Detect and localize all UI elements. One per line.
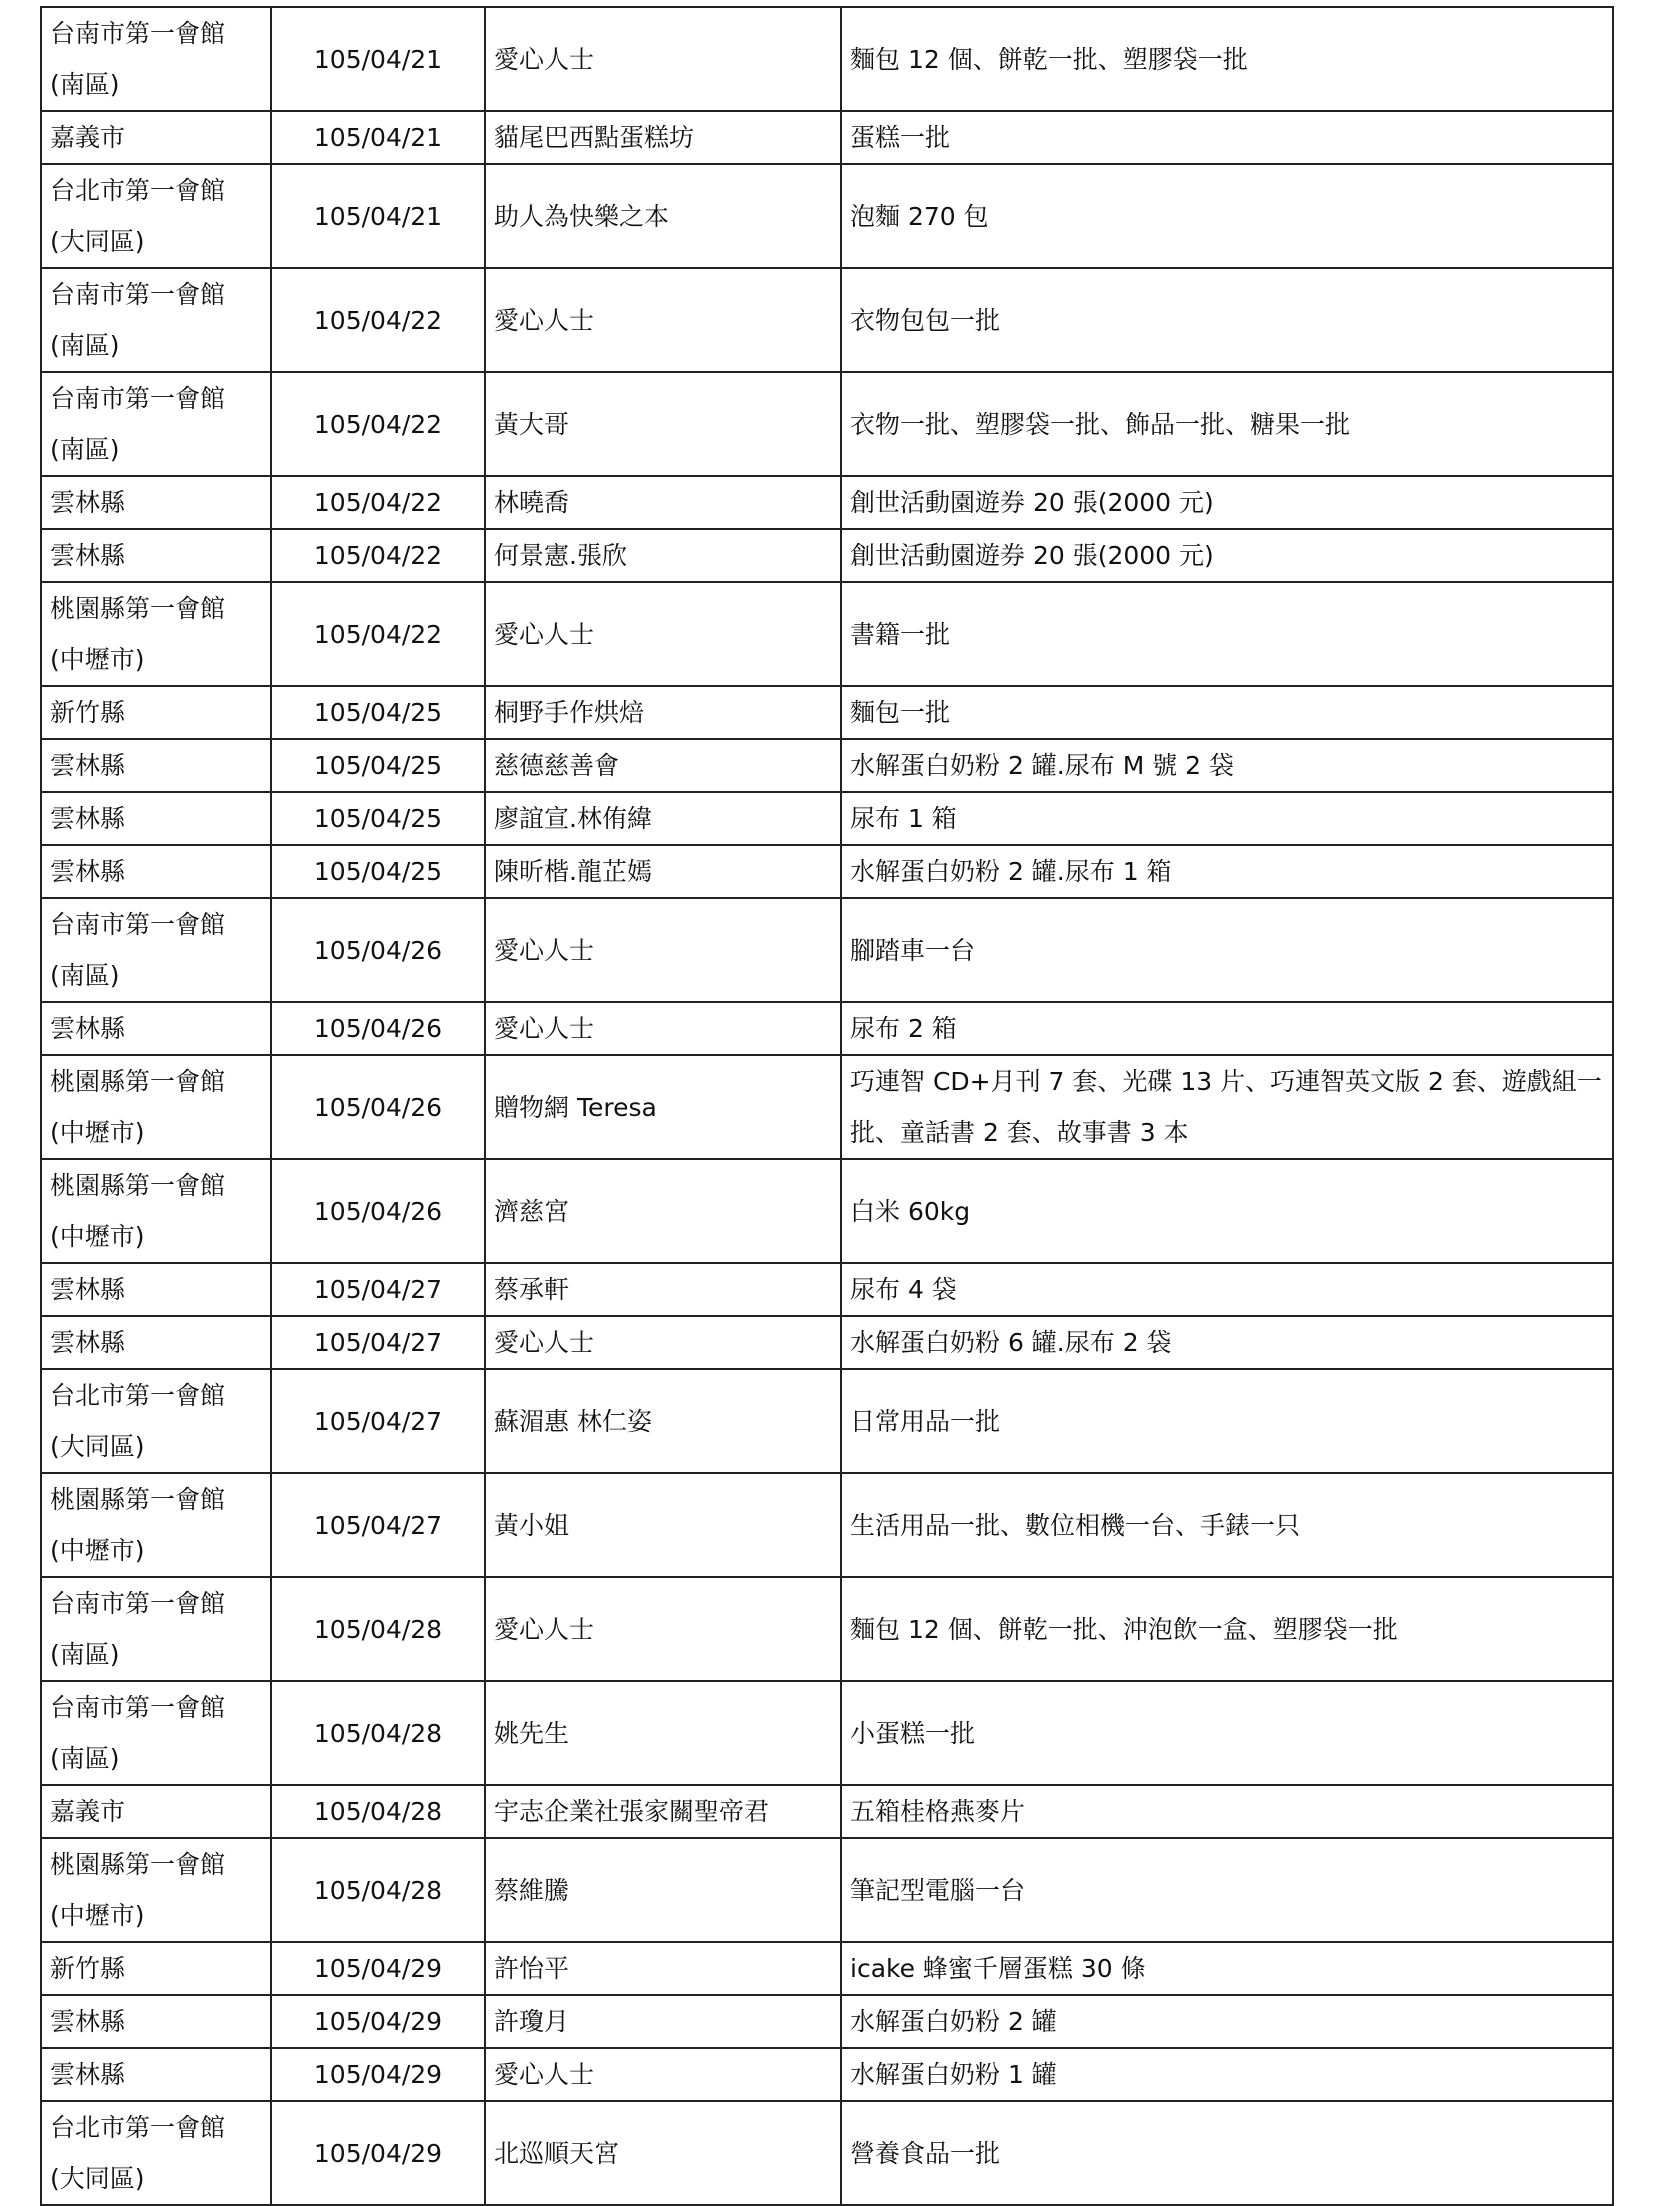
table-row <box>41 1002 1613 1055</box>
donor-cell: 慈德慈善會 <box>485 739 841 792</box>
branch-cell: 嘉義市 <box>41 111 271 164</box>
items-cell: 水解蛋白奶粉 2 罐.尿布 1 箱 <box>841 845 1613 898</box>
branch-cell: 台北市第一會館 (大同區) <box>41 1369 271 1473</box>
donor-cell: 蔡承軒 <box>485 1263 841 1316</box>
branch-cell: 台北市第一會館 (大同區) <box>41 2101 271 2205</box>
table-row <box>41 1473 1613 1577</box>
items-cell: 麵包一批 <box>841 686 1613 739</box>
date-cell: 105/04/28 <box>271 1785 485 1838</box>
table-row <box>41 7 1613 111</box>
items-cell: 水解蛋白奶粉 2 罐 <box>841 1995 1613 2048</box>
donor-cell: 助人為快樂之本 <box>485 164 841 268</box>
table-row <box>41 582 1613 686</box>
date-cell: 105/04/28 <box>271 1577 485 1681</box>
date-cell: 105/04/25 <box>271 792 485 845</box>
donor-cell: 貓尾巴西點蛋糕坊 <box>485 111 841 164</box>
branch-cell: 嘉義市 <box>41 1785 271 1838</box>
date-cell: 105/04/26 <box>271 1159 485 1263</box>
date-cell: 105/04/22 <box>271 372 485 476</box>
date-cell: 105/04/27 <box>271 1369 485 1473</box>
donor-cell: 蔡維騰 <box>485 1838 841 1942</box>
table-row <box>41 1838 1613 1942</box>
date-cell: 105/04/27 <box>271 1263 485 1316</box>
date-cell: 105/04/26 <box>271 898 485 1002</box>
donor-cell: 北巡順天宮 <box>485 2101 841 2205</box>
donor-cell: 黃大哥 <box>485 372 841 476</box>
branch-cell: 桃園縣第一會館 (中壢市) <box>41 582 271 686</box>
donor-cell: 姚先生 <box>485 1681 841 1785</box>
table-row <box>41 792 1613 845</box>
items-cell: 蛋糕一批 <box>841 111 1613 164</box>
donor-cell: 愛心人士 <box>485 7 841 111</box>
donor-cell: 林曉喬 <box>485 476 841 529</box>
branch-cell: 雲林縣 <box>41 1002 271 1055</box>
branch-cell: 桃園縣第一會館 (中壢市) <box>41 1473 271 1577</box>
donor-cell: 許瓊月 <box>485 1995 841 2048</box>
date-cell: 105/04/22 <box>271 268 485 372</box>
donor-cell: 陳昕楷.龍芷嫣 <box>485 845 841 898</box>
donor-cell: 贈物網 Teresa <box>485 1055 841 1159</box>
branch-cell: 雲林縣 <box>41 476 271 529</box>
donor-cell: 愛心人士 <box>485 268 841 372</box>
branch-cell: 台南市第一會館 (南區) <box>41 268 271 372</box>
items-cell: 創世活動園遊券 20 張(2000 元) <box>841 476 1613 529</box>
date-cell: 105/04/22 <box>271 582 485 686</box>
table-row <box>41 845 1613 898</box>
date-cell: 105/04/25 <box>271 845 485 898</box>
table-row <box>41 1785 1613 1838</box>
items-cell: 尿布 1 箱 <box>841 792 1613 845</box>
donor-cell: 愛心人士 <box>485 2048 841 2101</box>
date-cell: 105/04/22 <box>271 529 485 582</box>
table-row <box>41 1055 1613 1159</box>
items-cell: 泡麵 270 包 <box>841 164 1613 268</box>
table-row <box>41 1995 1613 2048</box>
table-row <box>41 529 1613 582</box>
table-row <box>41 476 1613 529</box>
date-cell: 105/04/27 <box>271 1316 485 1369</box>
branch-cell: 雲林縣 <box>41 2048 271 2101</box>
table-row <box>41 739 1613 792</box>
date-cell: 105/04/29 <box>271 2101 485 2205</box>
donor-cell: 愛心人士 <box>485 1577 841 1681</box>
branch-cell: 台南市第一會館 (南區) <box>41 898 271 1002</box>
branch-cell: 台南市第一會館 (南區) <box>41 372 271 476</box>
donor-cell: 廖誼宣.林侑緯 <box>485 792 841 845</box>
donor-cell: 愛心人士 <box>485 898 841 1002</box>
branch-cell: 雲林縣 <box>41 1263 271 1316</box>
date-cell: 105/04/21 <box>271 111 485 164</box>
table-row <box>41 372 1613 476</box>
items-cell: 麵包 12 個、餅乾一批、塑膠袋一批 <box>841 7 1613 111</box>
branch-cell: 雲林縣 <box>41 845 271 898</box>
donor-cell: 愛心人士 <box>485 582 841 686</box>
items-cell: 營養食品一批 <box>841 2101 1613 2205</box>
items-cell: 五箱桂格燕麥片 <box>841 1785 1613 1838</box>
branch-cell: 台南市第一會館 (南區) <box>41 7 271 111</box>
date-cell: 105/04/27 <box>271 1473 485 1577</box>
items-cell: 筆記型電腦一台 <box>841 1838 1613 1942</box>
table-row <box>41 686 1613 739</box>
table-row <box>41 1577 1613 1681</box>
branch-cell: 雲林縣 <box>41 739 271 792</box>
table-row <box>41 164 1613 268</box>
date-cell: 105/04/28 <box>271 1838 485 1942</box>
date-cell: 105/04/21 <box>271 7 485 111</box>
table-row <box>41 1263 1613 1316</box>
date-cell: 105/04/26 <box>271 1055 485 1159</box>
date-cell: 105/04/25 <box>271 739 485 792</box>
donor-cell: 黃小姐 <box>485 1473 841 1577</box>
date-cell: 105/04/29 <box>271 1942 485 1995</box>
items-cell: 麵包 12 個、餅乾一批、沖泡飲一盒、塑膠袋一批 <box>841 1577 1613 1681</box>
items-cell: 水解蛋白奶粉 6 罐.尿布 2 袋 <box>841 1316 1613 1369</box>
items-cell: 小蛋糕一批 <box>841 1681 1613 1785</box>
table-row <box>41 2048 1613 2101</box>
donation-table <box>40 6 1614 2206</box>
donor-cell: 愛心人士 <box>485 1316 841 1369</box>
date-cell: 105/04/22 <box>271 476 485 529</box>
date-cell: 105/04/29 <box>271 2048 485 2101</box>
items-cell: 尿布 4 袋 <box>841 1263 1613 1316</box>
donor-cell: 宇志企業社張家關聖帝君 <box>485 1785 841 1838</box>
branch-cell: 新竹縣 <box>41 1942 271 1995</box>
donor-cell: 何景憲.張欣 <box>485 529 841 582</box>
items-cell: 腳踏車一台 <box>841 898 1613 1002</box>
table-row <box>41 2101 1613 2205</box>
branch-cell: 桃園縣第一會館 (中壢市) <box>41 1055 271 1159</box>
table-row <box>41 111 1613 164</box>
table-row <box>41 1942 1613 1995</box>
table-row <box>41 268 1613 372</box>
items-cell: 日常用品一批 <box>841 1369 1613 1473</box>
branch-cell: 雲林縣 <box>41 529 271 582</box>
items-cell: 生活用品一批、數位相機一台、手錶一只 <box>841 1473 1613 1577</box>
branch-cell: 雲林縣 <box>41 1316 271 1369</box>
date-cell: 105/04/21 <box>271 164 485 268</box>
items-cell: 水解蛋白奶粉 1 罐 <box>841 2048 1613 2101</box>
items-cell: 衣物包包一批 <box>841 268 1613 372</box>
items-cell: 書籍一批 <box>841 582 1613 686</box>
table-row <box>41 1316 1613 1369</box>
branch-cell: 台南市第一會館 (南區) <box>41 1577 271 1681</box>
donor-cell: 蘇湄惠 林仁姿 <box>485 1369 841 1473</box>
items-cell: 尿布 2 箱 <box>841 1002 1613 1055</box>
items-cell: 巧連智 CD+月刊 7 套、光碟 13 片、巧連智英文版 2 套、遊戲組一批、童話書 2 套、故事書 3 本 <box>841 1055 1613 1159</box>
branch-cell: 新竹縣 <box>41 686 271 739</box>
table-row <box>41 898 1613 1002</box>
items-cell: 創世活動園遊券 20 張(2000 元) <box>841 529 1613 582</box>
items-cell: icake 蜂蜜千層蛋糕 30 條 <box>841 1942 1613 1995</box>
items-cell: 白米 60kg <box>841 1159 1613 1263</box>
donor-cell: 濟慈宮 <box>485 1159 841 1263</box>
date-cell: 105/04/29 <box>271 1995 485 2048</box>
date-cell: 105/04/28 <box>271 1681 485 1785</box>
donor-cell: 桐野手作烘焙 <box>485 686 841 739</box>
donor-cell: 許怡平 <box>485 1942 841 1995</box>
table-row <box>41 1369 1613 1473</box>
branch-cell: 桃園縣第一會館 (中壢市) <box>41 1838 271 1942</box>
branch-cell: 雲林縣 <box>41 792 271 845</box>
items-cell: 水解蛋白奶粉 2 罐.尿布 M 號 2 袋 <box>841 739 1613 792</box>
donation-table-body <box>41 7 1613 2205</box>
table-row <box>41 1681 1613 1785</box>
table-row <box>41 1159 1613 1263</box>
date-cell: 105/04/26 <box>271 1002 485 1055</box>
branch-cell: 桃園縣第一會館 (中壢市) <box>41 1159 271 1263</box>
branch-cell: 台北市第一會館 (大同區) <box>41 164 271 268</box>
donor-cell: 愛心人士 <box>485 1002 841 1055</box>
date-cell: 105/04/25 <box>271 686 485 739</box>
branch-cell: 台南市第一會館 (南區) <box>41 1681 271 1785</box>
items-cell: 衣物一批、塑膠袋一批、飾品一批、糖果一批 <box>841 372 1613 476</box>
branch-cell: 雲林縣 <box>41 1995 271 2048</box>
